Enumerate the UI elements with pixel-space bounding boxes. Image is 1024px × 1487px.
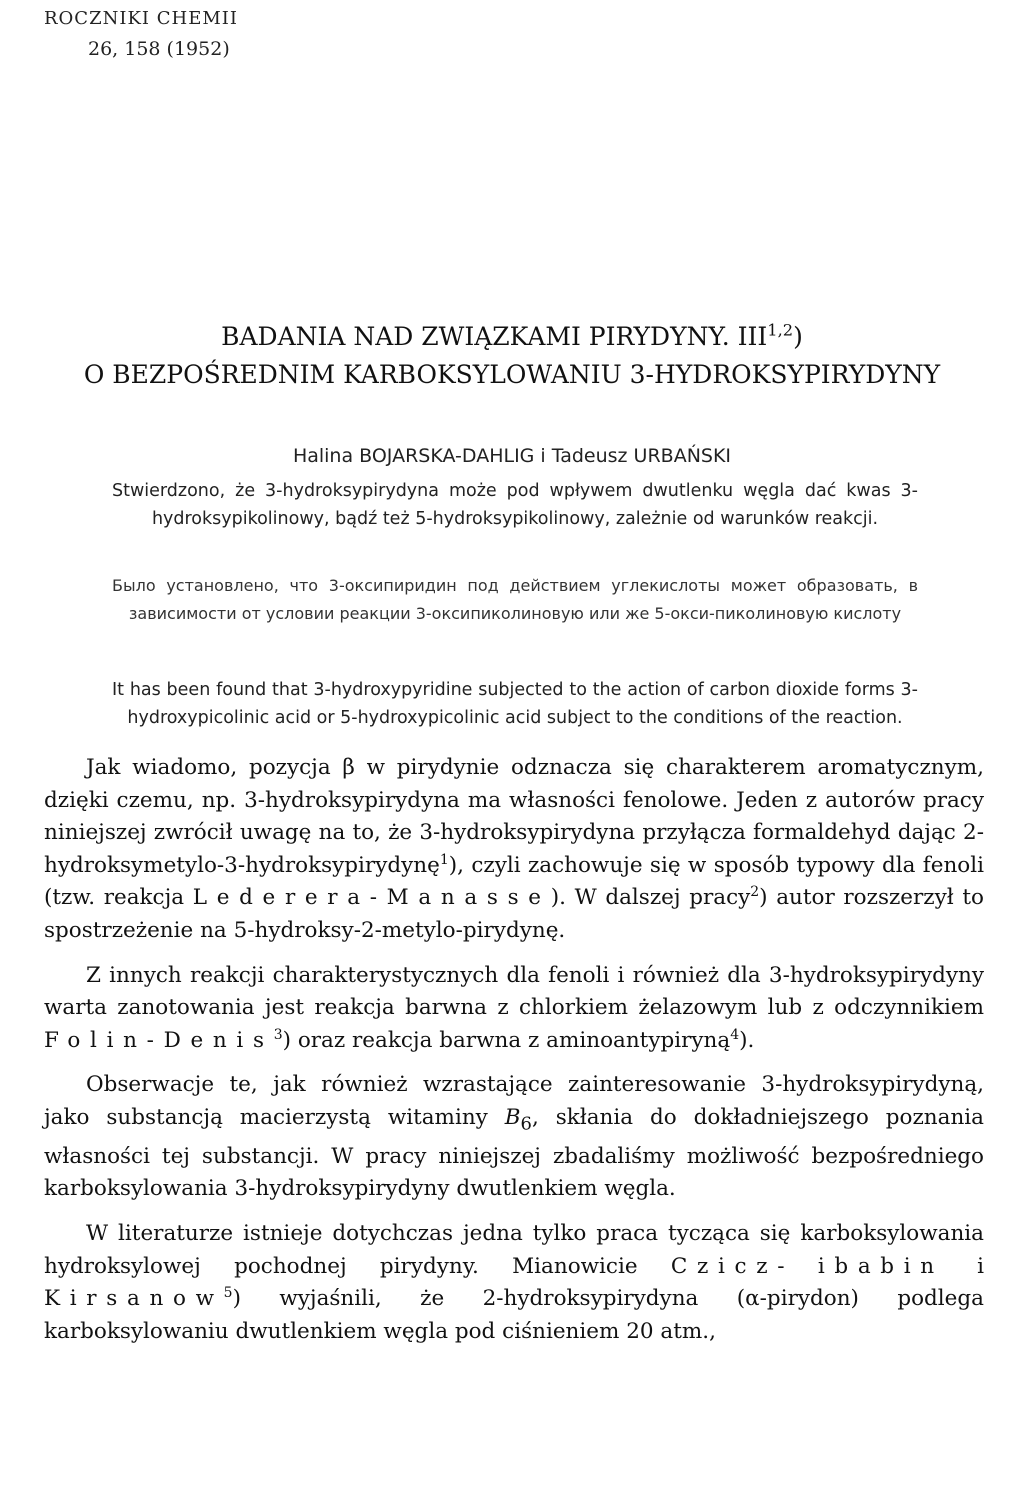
journal-header <box>44 4 238 64</box>
abstract-russian: Было установлено, что 3-оксипиридин под действием углекислоты может образовать, в зависимости от условии реакции 3-оксипиколиновую или же 5-окси-пиколиновую кислоту <box>112 576 918 623</box>
p1-text-d: ) autor rozszerzył to spostrzeżenie na 5-hydroksy-2-metylo-pirydynę. <box>44 885 985 943</box>
citation-4: 4 <box>730 1026 740 1043</box>
vitamin-subscript: 6 <box>520 1113 532 1135</box>
paragraph-4: W literaturze istnieje dotychczas jedna tylko praca tycząca się karboksylowania hydroksylowej pochodnej pirydyny. Mianowicie Czicz- ibabin i Kirsanow$^5$) wyjaśnili, że 2-hydroksypirydyna (α-pirydon) podlega karboksylowaniu dwutlenkiem węgla pod ciśnieniem 20 atm., <box>44 1221 984 1344</box>
journal-name: ROCZNIKI CHEMII <box>44 8 238 29</box>
journal-volume: 26, 158 (1952) <box>88 38 230 60</box>
p4-and: i <box>943 1253 984 1279</box>
citation-1: 1 <box>439 851 449 868</box>
title-reference-close: ) <box>793 322 803 351</box>
name-lederer-manasse: Lederera-Manasse <box>192 885 551 911</box>
abstract-polish: Stwierdzono, że 3-hydroksypirydyna może pod wpływem dwutlenku węgla dać kwas 3-hydroksypikolinowy, bądź też 5-hydroksypikolinowy, zależnie od warunków reakcji. <box>112 481 918 529</box>
p3-text-b: , skłania do dokładniejszego poznania własności tej substancji. W pracy niniejszej zbadaliśmy możliwość bezpośredniego karboksylowania 3-hydroksypirydyny dwutlenkiem węgla. <box>44 1104 984 1202</box>
name-folin-denis: Folin-Denis <box>44 1027 274 1053</box>
name-ibabin: ibabin <box>817 1253 944 1279</box>
abstract-english: It has been found that 3-hydroxypyridine subjected to the action of carbon dioxide forms 3-hydroxypicolinic acid or 5-hydroxypicolinic acid subject to the conditions of the reaction. <box>112 680 918 728</box>
title-text-1: BADANIA NAD ZWIĄZKAMI PIRYDYNY. III <box>221 322 768 351</box>
p2-text-a: Z innych reakcji charakterystycznych dla fenoli i również dla 3-hydroksypirydyny warta zanotowania jest reakcja barwna z chlorkiem żelazowym lub z odczynnikiem <box>44 962 984 1021</box>
vitamin-symbol: B <box>504 1104 521 1130</box>
name-czicz: Czicz <box>670 1253 778 1279</box>
title-reference: 1,2 <box>767 320 794 340</box>
article-body <box>44 752 984 1348</box>
authors: Halina BOJARSKA-DAHLIG i Tadeusz URBAŃSKI <box>292 445 732 467</box>
citation-3: 3 <box>273 1026 283 1043</box>
p4-text-a: W literaturze istnieje dotychczas jedna tylko praca tycząca się karboksylowania hydroksylowej pochodnej pirydyny. Mianowicie <box>44 1221 984 1279</box>
p1-text-c: ). W dalszej pracy <box>550 885 751 911</box>
citation-2: 2 <box>750 884 760 901</box>
paragraph-2 <box>44 960 984 1058</box>
paragraph-3 <box>44 1069 984 1206</box>
paragraph-1 <box>44 752 984 948</box>
article-title-line-1 <box>0 322 1024 351</box>
p1-text-b: ), czyli zachowuje się w sposób typowy dla fenoli (tzw. reakcja <box>44 852 984 911</box>
p2-text-b: ) oraz reakcja barwna z aminoantypiryną <box>282 1027 731 1053</box>
p1-text-a: Jak wiadomo, pozycja β w pirydynie odznacza się charakterem aromatycznym, dzięki czemu, np. 3-hydroksypirydyna ma własności fenolowe. Jeden z autorów pracy niniejszej zwrócił uwagę na to, że 3-hydroksypirydyna przyłącza formaldehyd dając 2-hydroksymetylo-3-hydroksypirydynę <box>44 755 984 878</box>
p2-text-c: ). <box>739 1027 755 1053</box>
name-kirsanow: Kirsanow <box>44 1286 224 1312</box>
p3-text-a: Obserwacje te, jak również wzrastające zainteresowanie 3-hydroksypirydyną, jako substancją macierzystą witaminy <box>44 1072 984 1130</box>
p4-text-b: ) wyjaśnili, że 2-hydroksypirydyna (α-pirydon) podlega karboksylowaniu dwutlenkiem węgla pod ciśnieniem 20 atm., <box>44 1286 984 1344</box>
citation-5: 5 <box>223 1285 233 1302</box>
article-title-line-2: O BEZPOŚREDNIM KARBOKSYLOWANIU 3-HYDROKSYPIRYDYNY <box>83 360 941 389</box>
